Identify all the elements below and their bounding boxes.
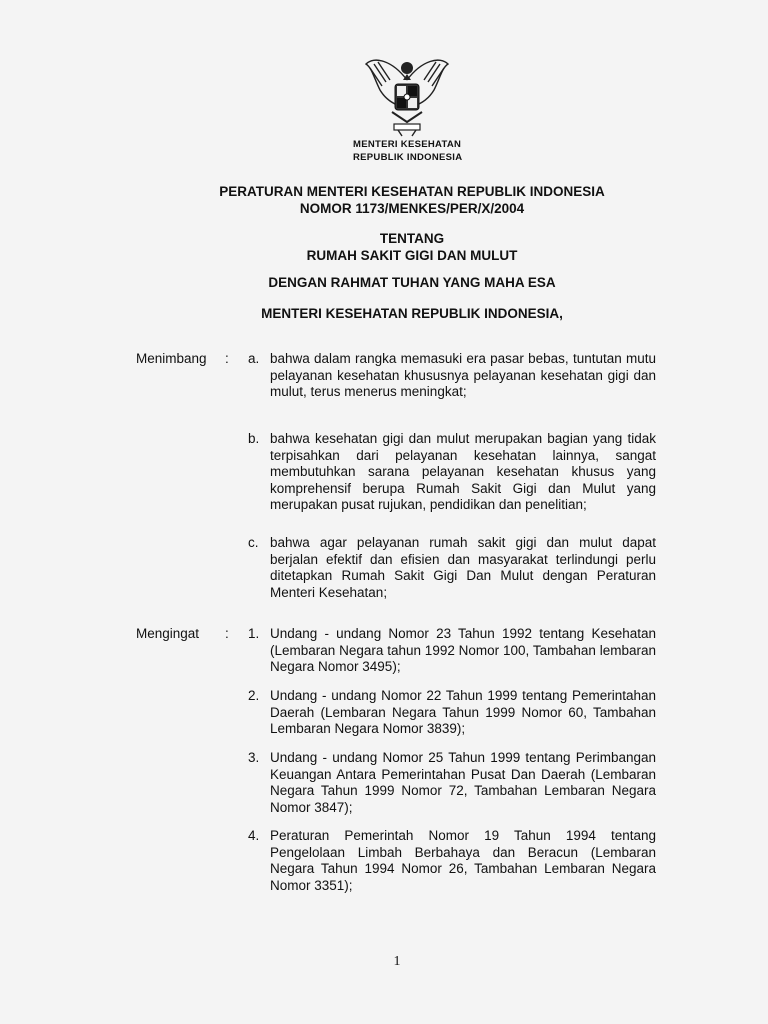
item-text: bahwa dalam rangka memasuki era pasar bebas, tuntutan mutu pelayanan kesehatan khususnya pelayanan kesehatan gigi dan mulut, terus menerus meningkat; (270, 351, 656, 399)
regulation-subject (28, 230, 768, 264)
list-item (248, 626, 656, 676)
item-text: Peraturan Pemerintah Nomor 19 Tahun 1994 tentang Pengelolaan Limbah Berbahaya dan Beracun (Lembaran Negara Tahun 1994 Nomor 26, Tambahan Lembaran Negara Nomor 3351); (270, 828, 656, 893)
subject-label: TENTANG (379, 231, 445, 246)
list-item (248, 351, 656, 401)
item-marker: 4. (248, 828, 260, 843)
issuer: MENTERI KESEHATAN REPUBLIK INDONESIA, (261, 306, 563, 321)
item-marker: 3. (248, 750, 260, 765)
item-marker: c. (248, 535, 259, 550)
title-line: PERATURAN MENTERI KESEHATAN REPUBLIK INDONESIA (219, 184, 605, 199)
regulation-title (28, 183, 768, 217)
list-item (248, 828, 656, 894)
mengingat-label: Mengingat (136, 626, 200, 641)
item-marker: 1. (248, 626, 260, 641)
list-item (248, 750, 656, 816)
list-item (248, 535, 656, 601)
item-text: bahwa kesehatan gigi dan mulut merupakan bagian yang tidak terpisahkan dari pelayanan kesehatan lainnya, sangat membutuhkan sarana pelayanan kesehatan khusus yang komprehensif berupa Rumah Sakit Gigi dan Mulut yang merupakan pusat rujukan, pendidikan dan penelitian; (270, 431, 656, 512)
item-text: Undang - undang Nomor 23 Tahun 1992 tentang Kesehatan (Lembaran Negara tahun 1992 Nomor 100, Tambahan lembaran Negara Nomor 3495); (270, 626, 656, 674)
item-text: Undang - undang Nomor 22 Tahun 1999 tentang Pemerintahan Daerah (Lembaran Negara Tahun 1999 Nomor 60, Tambahan Lembaran Negara Nomor 3839); (270, 688, 656, 736)
page-number: 1 (393, 954, 401, 969)
list-item (248, 688, 656, 738)
item-marker: b. (248, 431, 260, 446)
item-marker: a. (248, 351, 260, 366)
item-marker: 2. (248, 688, 260, 703)
title-number: NOMOR 1173/MENKES/PER/X/2004 (299, 201, 525, 216)
institution-name (353, 139, 462, 164)
item-text: bahwa agar pelayanan rumah sakit gigi dan mulut dapat berjalan efektif dan efisien dan masyarakat terlindungi perlu ditetapkan Rumah Sakit Gigi Dan Mulut dengan Peraturan Menteri Kesehatan; (270, 535, 656, 600)
institution-line: MENTERI KESEHATAN (353, 139, 462, 150)
institution-line: REPUBLIK INDONESIA (353, 151, 463, 163)
invocation: DENGAN RAHMAT TUHAN YANG MAHA ESA (268, 275, 556, 290)
garuda-emblem-icon (362, 50, 452, 138)
mengingat-colon: : (225, 626, 229, 641)
item-text: Undang - undang Nomor 25 Tahun 1999 tentang Perimbangan Keuangan Antara Pemerintahan Pusat Dan Daerah (Lembaran Negara Tahun 1999 Nomor 72, Tambahan Lembaran Negara Nomor 3847); (270, 750, 656, 815)
menimbang-label: Menimbang (136, 351, 207, 366)
list-item (248, 431, 656, 514)
menimbang-colon: : (225, 351, 229, 366)
subject-text: RUMAH SAKIT GIGI DAN MULUT (306, 248, 518, 263)
